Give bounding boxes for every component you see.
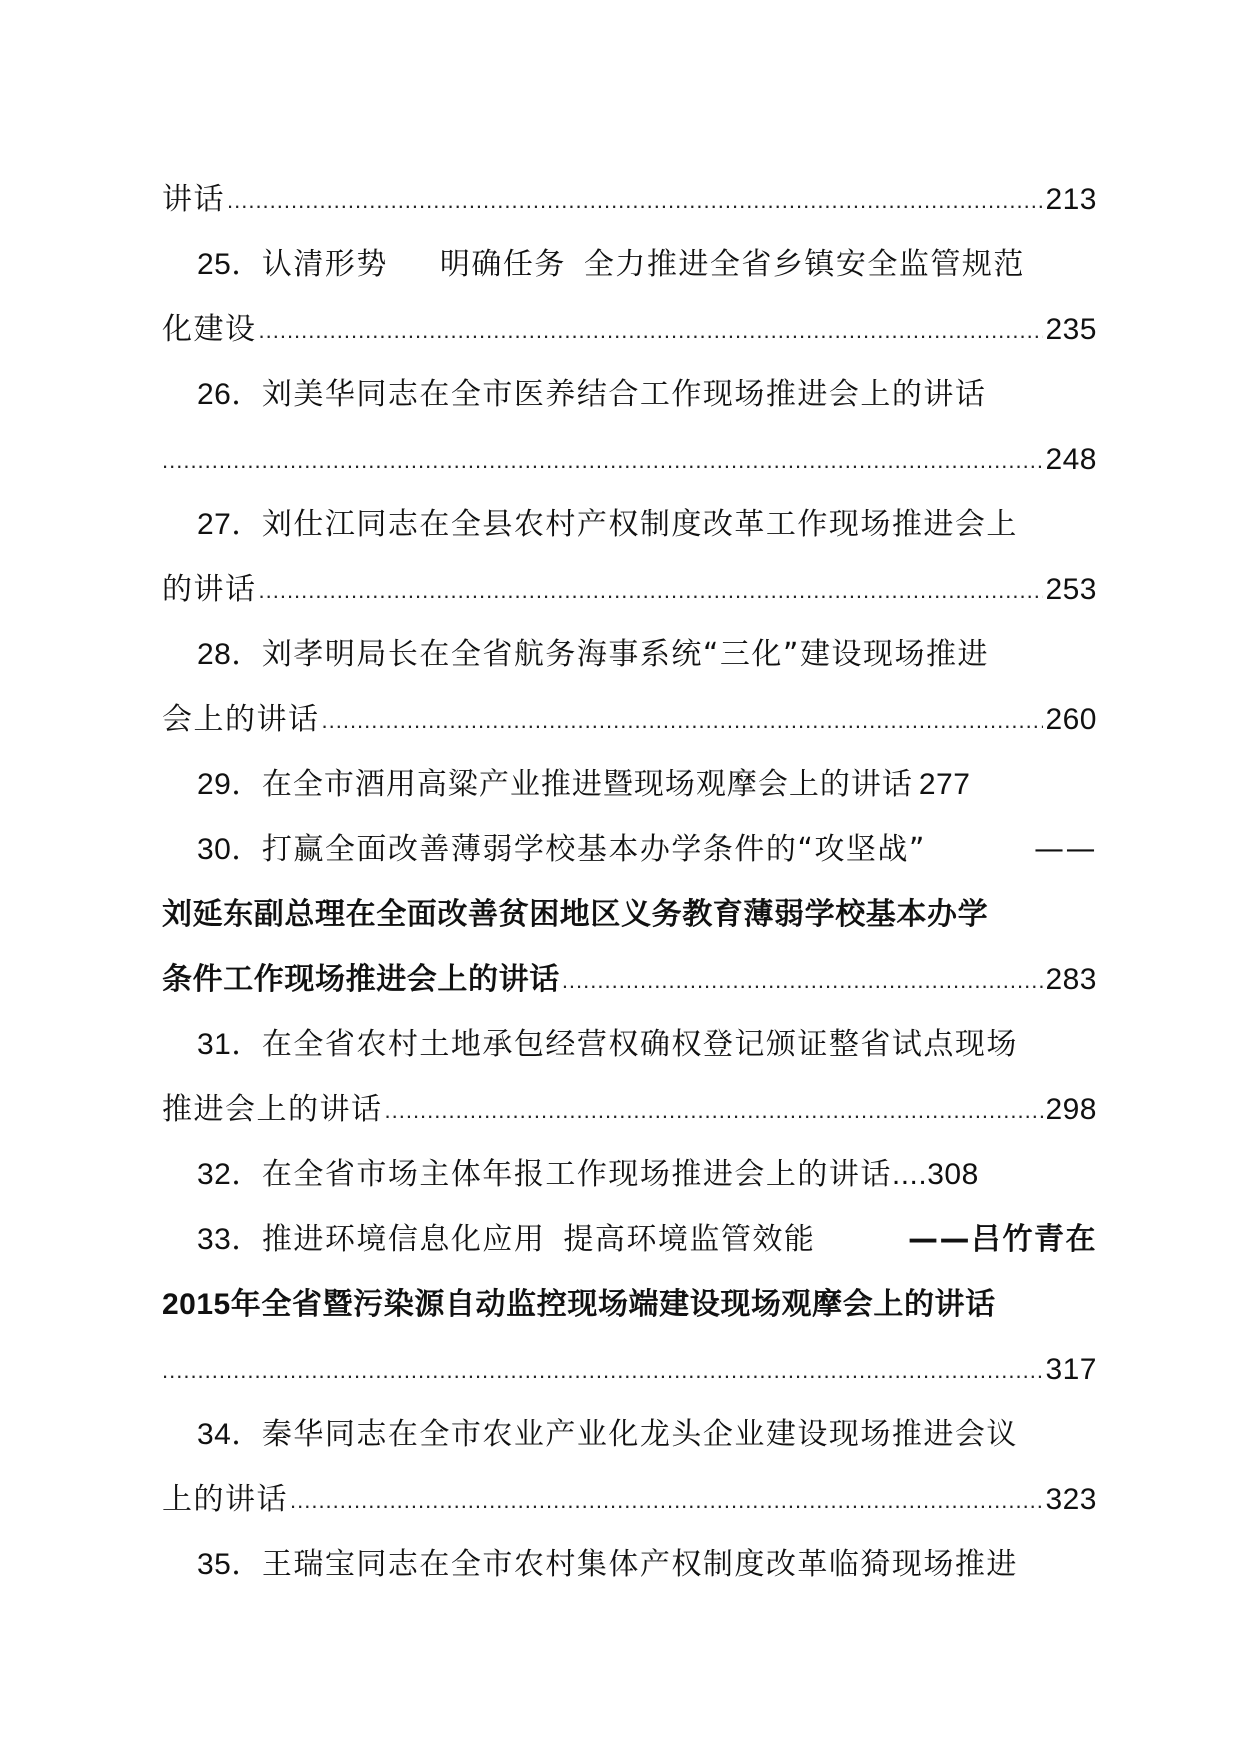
toc-leader-dots (562, 960, 1044, 1000)
toc-entry-number: 32． (197, 1158, 262, 1191)
toc-page-number: 248 (1045, 443, 1097, 476)
toc-leader-dots (322, 700, 1044, 740)
toc-page-number: 317 (1045, 1353, 1097, 1386)
toc-title-part: 秦华同志在全市农业产业化龙头企业建设现场推进会议 (261, 1417, 1018, 1452)
toc-leader-dots (162, 1350, 1043, 1390)
toc-title-part: 年全省暨污染源自动监控现场端建设现场观摩会上的讲话 (230, 1287, 996, 1322)
toc-entry-text (162, 1285, 996, 1325)
toc-entry-number: 25． (197, 248, 262, 281)
toc-title-part: 在全省市场主体年报工作现场推进会上的讲话 (261, 1157, 892, 1192)
toc-line (197, 355, 1097, 415)
toc-entry-text: 刘延东副总理在全面改善贫困地区义务教育薄弱学校基本办学 (162, 897, 989, 932)
toc-entry-number: 30． (197, 833, 262, 866)
toc-title-part: 在全市酒用高粱产业推进暨现场观摩会上的讲话 (261, 767, 913, 802)
toc-leader-dots (259, 310, 1044, 350)
toc-line (162, 680, 1097, 740)
toc-title-dash: —— (1034, 832, 1097, 867)
toc-title-part: 认清形势 (261, 247, 388, 282)
toc-title-part: 打赢全面改善薄弱学校基本办学条件的“攻坚战” (261, 832, 926, 867)
toc-title-part: 推进环境信息化应用 (261, 1222, 546, 1257)
toc-entry-text: 会上的讲话 (162, 702, 320, 737)
toc-page-number: 323 (1045, 1483, 1097, 1516)
toc-page-number: 308 (927, 1158, 979, 1191)
toc-line (162, 1330, 1097, 1390)
toc-line (162, 160, 1097, 220)
toc-leader-dots (259, 570, 1044, 610)
toc-entry-text: 条件工作现场推进会上的讲话 (162, 962, 560, 997)
toc-entry-title (197, 1155, 892, 1195)
toc-line (162, 940, 1097, 1000)
toc-title-part: 刘孝明局长在全省航务海事系统“三化”建设现场推进 (261, 637, 989, 672)
toc-title-part: 刘美华同志在全市医养结合工作现场推进会上的讲话 (261, 377, 987, 412)
toc-title-part: 刘仕江同志在全县农村产权制度改革工作现场推进会上 (261, 507, 1018, 542)
toc-entry-title (197, 635, 989, 675)
toc-line (197, 1005, 1097, 1065)
toc-entry-number: 26． (197, 378, 262, 411)
toc-title-part: 在全省农村土地承包经营权确权登记颁证整省试点现场 (261, 1027, 1018, 1062)
toc-entry-title (197, 765, 913, 805)
toc-leader-dots (227, 180, 1043, 220)
toc-leader-dots (385, 1090, 1044, 1130)
toc-line (162, 550, 1097, 610)
toc-entry-number: 27． (197, 508, 262, 541)
toc-line (197, 1525, 1097, 1585)
toc-page-number: 253 (1045, 573, 1097, 606)
toc-entry-text: 的讲话 (162, 572, 257, 607)
toc-entry-number: 28． (197, 638, 262, 671)
toc-title-part: 全力推进全省乡镇安全监管规范 (583, 247, 1025, 282)
toc-line (197, 810, 1097, 870)
toc-page-number: 283 (1045, 963, 1097, 996)
toc-leader-dots: .... (891, 1158, 928, 1191)
toc-entry-title (197, 1220, 815, 1260)
toc-entry-text: 化建设 (162, 312, 257, 347)
toc-page-number: 298 (1045, 1093, 1097, 1126)
toc-line (197, 1395, 1097, 1455)
toc-title-part: 明确任务 (439, 247, 566, 282)
toc-title-part: 王瑞宝同志在全市农村集体产权制度改革临猗现场推进 (261, 1547, 1018, 1582)
toc-entry-title (197, 830, 926, 870)
toc-line (162, 290, 1097, 350)
toc-page-number: 213 (1045, 183, 1097, 216)
toc-page-number: 277 (918, 768, 971, 801)
toc-entry-title (197, 505, 1018, 545)
toc-line (162, 1460, 1097, 1520)
toc-entry-title (197, 245, 1025, 285)
toc-entry-number: 34． (197, 1418, 262, 1451)
toc-title-part: 提高环境监管效能 (563, 1222, 816, 1257)
toc-line (162, 420, 1097, 480)
toc-page-number: 260 (1045, 703, 1097, 736)
toc-entry-title (197, 1415, 1018, 1455)
toc-line (162, 875, 1097, 935)
toc-leader-dots (162, 440, 1043, 480)
toc-line (197, 615, 1097, 675)
toc-line (197, 1135, 1097, 1195)
toc-entry-title (197, 1545, 1018, 1585)
toc-line (197, 485, 1097, 545)
toc-entry-title (197, 1025, 1018, 1065)
toc-line (162, 1265, 1097, 1325)
toc-entry-text: 讲话 (162, 182, 225, 217)
toc-leader-dots (290, 1480, 1043, 1520)
toc-line (197, 225, 1097, 285)
toc-entry-title (197, 375, 986, 415)
toc-title-subtitle: ——吕竹青在 (908, 1222, 1097, 1257)
toc-entry-number: 29． (197, 768, 262, 801)
toc-entry-number: 31． (197, 1028, 262, 1061)
toc-entry-text: 推进会上的讲话 (162, 1092, 383, 1127)
toc-entry-number: 35． (197, 1548, 262, 1581)
toc-page-number: 235 (1045, 313, 1097, 346)
toc-entry-text: 上的讲话 (162, 1482, 288, 1517)
toc-entry-number: 33． (197, 1223, 262, 1256)
toc-line (162, 1070, 1097, 1130)
toc-line (197, 745, 1097, 805)
toc-line (197, 1200, 1097, 1260)
toc-year: 2015 (162, 1288, 231, 1321)
